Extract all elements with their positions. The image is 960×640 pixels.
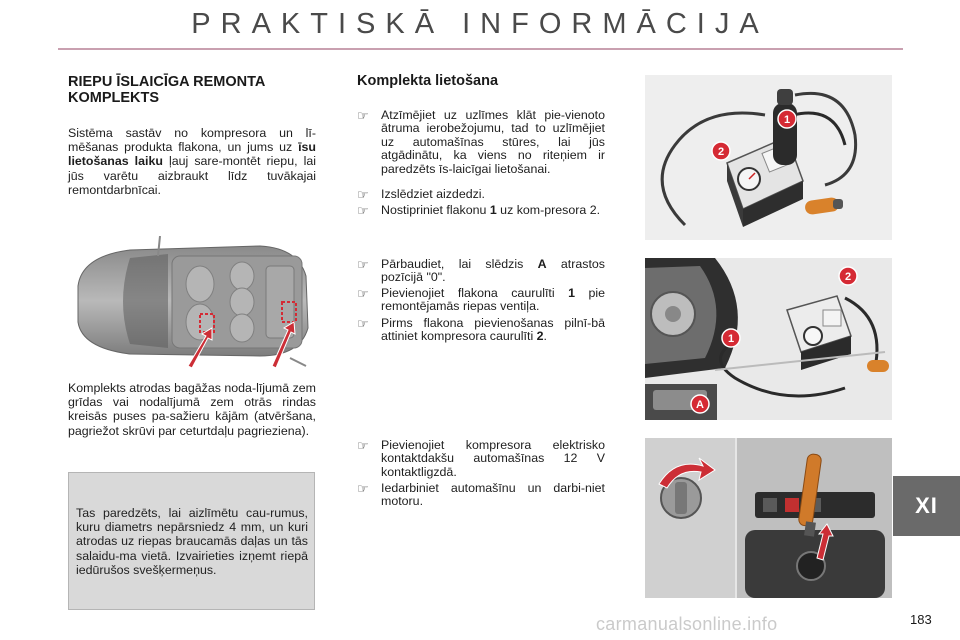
section-tab: XI	[893, 476, 960, 536]
car-topview-figure	[60, 236, 322, 368]
step-item	[357, 287, 605, 314]
intro-text-bold: īsu lietošanas laiku	[68, 140, 316, 169]
step-item	[357, 317, 605, 344]
callout-label: A	[696, 399, 704, 411]
step-text: Izslēdziet aizdedzi.	[381, 187, 485, 201]
pointing-hand-icon: ☞	[357, 203, 369, 218]
step-text: Pievienojiet kompresora elektrisko kontaktdakšu automašīnas 12 V kontaktligzdā.	[381, 438, 605, 479]
location-paragraph: Komplekts atrodas bagāžas noda-lījumā zem grīdas vai nodalījumā zem otrās rindas kreisās puses pa-sažieru kājām (atvēršana, pagriežot skrūvi par ceturtdaļu pagrieziena).	[68, 381, 316, 438]
tyre-connection-photo	[645, 258, 892, 420]
step-text: Nostipriniet flakonu 1 uz kom-presora 2.	[381, 203, 601, 217]
pointing-hand-icon: ☞	[357, 257, 369, 272]
callout-label: 1	[727, 333, 735, 345]
pointing-hand-icon: ☞	[357, 108, 369, 123]
pointing-hand-icon: ☞	[357, 438, 369, 453]
step-text: Iedarbiniet automašīnu un darbi-niet motoru.	[381, 481, 605, 509]
page-title: PRAKTISKĀ INFORMĀCIJA	[191, 8, 769, 40]
callout-label: 1	[783, 114, 791, 126]
callout-label: 2	[844, 271, 852, 283]
section-heading: RIEPU ĪSLAICĪGA REMONTA KOMPLEKTS	[68, 74, 265, 106]
pointing-hand-icon: ☞	[357, 481, 369, 496]
step-item	[357, 109, 605, 176]
intro-text-start: Sistēma sastāv no kompresora un lī-mēšanas produkta flakona, un jums uz	[68, 126, 316, 155]
pointing-hand-icon: ☞	[357, 187, 369, 202]
watermark-text: carmanualsonline.info	[596, 614, 778, 634]
step-item	[357, 188, 605, 201]
subsection-heading: Komplekta lietošana	[357, 73, 499, 89]
compressor-kit-photo	[645, 75, 892, 240]
power-socket-photo	[645, 438, 892, 598]
note-text: Tas paredzēts, lai aizlīmētu cau-rumus, kuru diametrs nepārsniedz 4 mm, un kuri atrodas uz riepas braucamās daļas un tās salaidu-ma vietā. Izvairieties izņemt riepā iedūrušos svešķermeņus.	[76, 506, 308, 577]
step-item	[357, 482, 605, 509]
step-text: Pārbaudiet, lai slēdzis A atrastos pozīcijā "0".	[381, 257, 605, 285]
step-item	[357, 204, 605, 217]
intro-paragraph	[68, 126, 316, 197]
page-number: 183	[910, 612, 932, 627]
callout-label: 2	[717, 146, 725, 158]
pointing-hand-icon: ☞	[357, 286, 369, 301]
intro-text-end: ļauj sare-montēt riepu, lai jūs varētu aizbraukt līdz tuvākajai remontdarbnīcai.	[68, 154, 316, 197]
step-item	[357, 258, 605, 285]
step-text: Pievienojiet flakona caurulīti 1 pie remontējamās riepas ventiļa.	[381, 286, 605, 314]
header-divider	[58, 48, 903, 50]
step-text: Atzīmējiet uz uzlīmes klāt pie-vienoto ātruma ierobežojumu, tad to uzlīmējiet uz automašīnas stūres, lai jūs atgādinātu, ka viens no riteņiem ir paredzēts īs-laicīgai lietošanai.	[381, 108, 605, 176]
note-box	[68, 472, 315, 610]
pointing-hand-icon: ☞	[357, 316, 369, 331]
step-text: Pirms flakona pievienošanas pilnī-bā attiniet kompresora caurulīti 2.	[381, 316, 605, 344]
step-item	[357, 439, 605, 479]
